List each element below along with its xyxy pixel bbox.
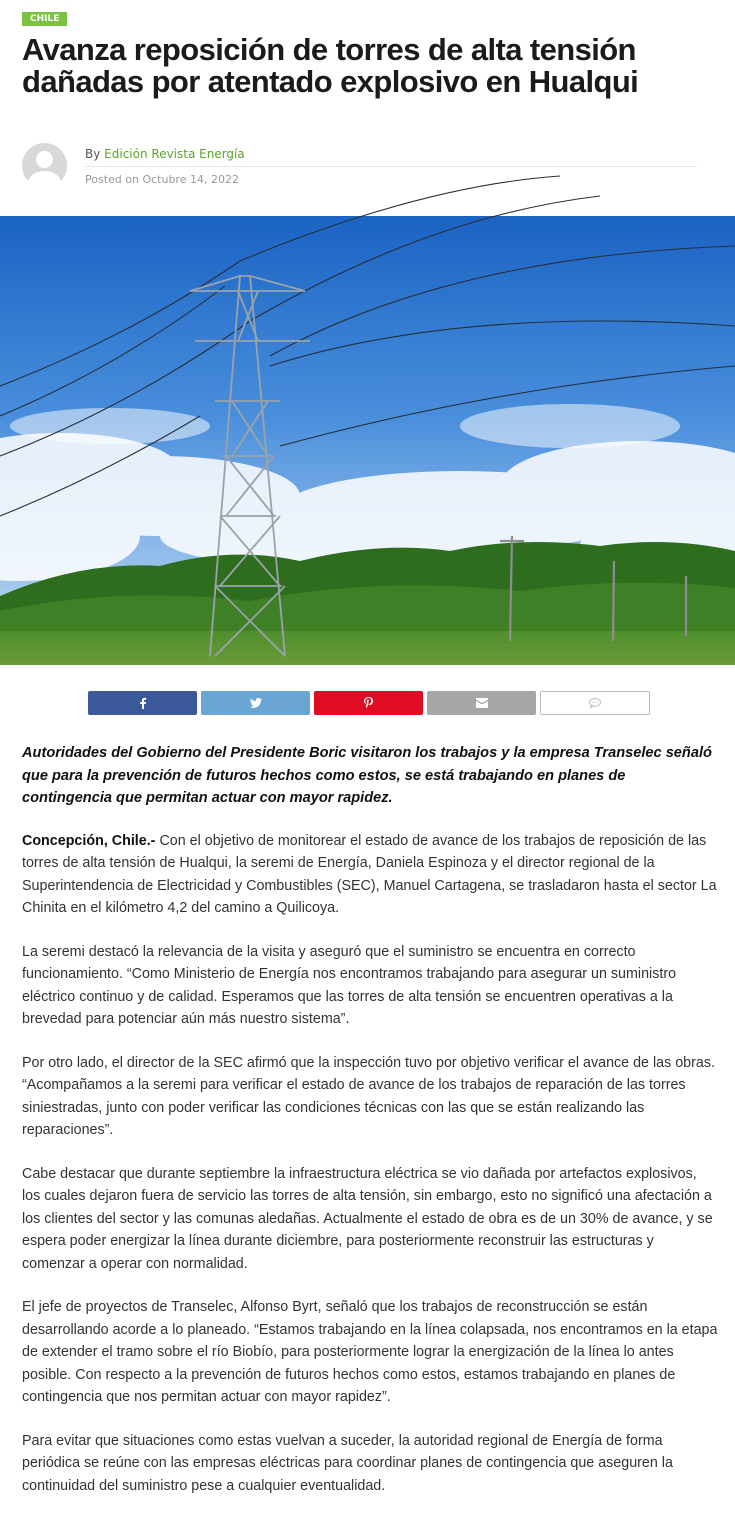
category-badge[interactable]: CHILE: [22, 12, 67, 26]
comments-button[interactable]: [540, 691, 650, 715]
facebook-icon: [139, 697, 147, 709]
article-paragraph: Para evitar que situaciones como estas vuelvan a suceder, la autoridad regional de Energía de forma periódica se reúne con las empresas eléctricas para coordinar planes de contingencia que aseguren la continuidad del suministro pese a cualquier eventualidad.: [22, 1432, 673, 1494]
article-paragraph: Por otro lado, el director de la SEC afirmó que la inspección tuvo por objetivo verificar el avance de las obras. “Acompañamos a la seremi para verificar el estado de avance de los trabajos de reparación de las torres siniestradas, junto con poder verificar las condiciones técnicas con las que se están realizando las reparaciones”.: [22, 1054, 715, 1138]
article-title: Avanza reposición de torres de alta tensión dañadas por atentado explosivo en Hualqui: [22, 32, 639, 99]
share-email-button[interactable]: [427, 691, 536, 715]
share-facebook-button[interactable]: [88, 691, 197, 715]
pinterest-icon: [364, 697, 373, 709]
byline-prefix: By: [85, 147, 101, 161]
author-link[interactable]: Edición Revista Energía: [104, 147, 245, 161]
article-paragraph: [22, 830, 718, 920]
share-twitter-button[interactable]: [201, 691, 310, 715]
post-date: Posted on Octubre 14, 2022: [85, 173, 239, 186]
author-avatar[interactable]: [22, 143, 67, 188]
share-pinterest-button[interactable]: [314, 691, 423, 715]
paragraph-text: Con el objetivo de monitorear el estado de avance de los trabajos de reposición de las torres de alta tensión de Hualqui, la seremi de Energía, Daniela Espinoza y el director regional de la Superintendencia de Electricidad y Combustibles (SEC), Manuel Cartagena, se trasladaron hasta el sector La Chinita en el kilómetro 4,2 del camino a Quilicoya.: [22, 832, 717, 916]
article-paragraph: El jefe de proyectos de Transelec, Alfonso Byrt, señaló que los trabajos de reconstrucción se están desarrollando acorde a lo planeado. “Estamos trabajando en la línea colapsada, nos encontramos en la etapa de extender el tramo sobre el río Biobío, para posteriormente lograr la energización de la línea lo antes posible. Con respecto a la prevención de futuros hechos como estos, estamos trabajando en planes de contingencia que nos permitan actuar con mayor rapidez”.: [22, 1299, 718, 1405]
byline: [85, 147, 245, 161]
article-body: [22, 742, 718, 1518]
meta-divider: [85, 166, 697, 167]
featured-image: [0, 216, 735, 665]
twitter-icon: [250, 698, 262, 708]
comment-icon: [589, 698, 601, 708]
article-lead: Autoridades del Gobierno del Presidente Boric visitaron los trabajos y la empresa Transelec señaló que para la prevención de futuros hechos como estos, se está trabajando en planes de contingencia que permitan actuar con mayor rapidez.: [22, 745, 712, 806]
envelope-icon: [476, 698, 488, 708]
dateline: Concepción, Chile.-: [22, 832, 156, 849]
article-paragraph: La seremi destacó la relevancia de la visita y aseguró que el suministro se encuentra en correcto funcionamiento. “Como Ministerio de Energía nos encontramos trabajando para asegurar un suministro eléctrico continuo y de calidad. Esperamos que las torres de alta tensión se encuentren operativas a la brevedad para potenciar aún más nuestro sistema”.: [22, 943, 677, 1027]
article-paragraph: Cabe destacar que durante septiembre la infraestructura eléctrica se vio dañada por artefactos explosivos, los cuales dejaron fuera de servicio las torres de alta tensión, sin embargo, esto no significó una afectación a los clientes del sector y las comunas aledañas. Actualmente el estado de obra es de un 30% de avance, y se espera poder energizar la línea durante diciembre, para posteriormente reconstruir las estructuras y comenzar a operar con normalidad.: [22, 1165, 713, 1272]
